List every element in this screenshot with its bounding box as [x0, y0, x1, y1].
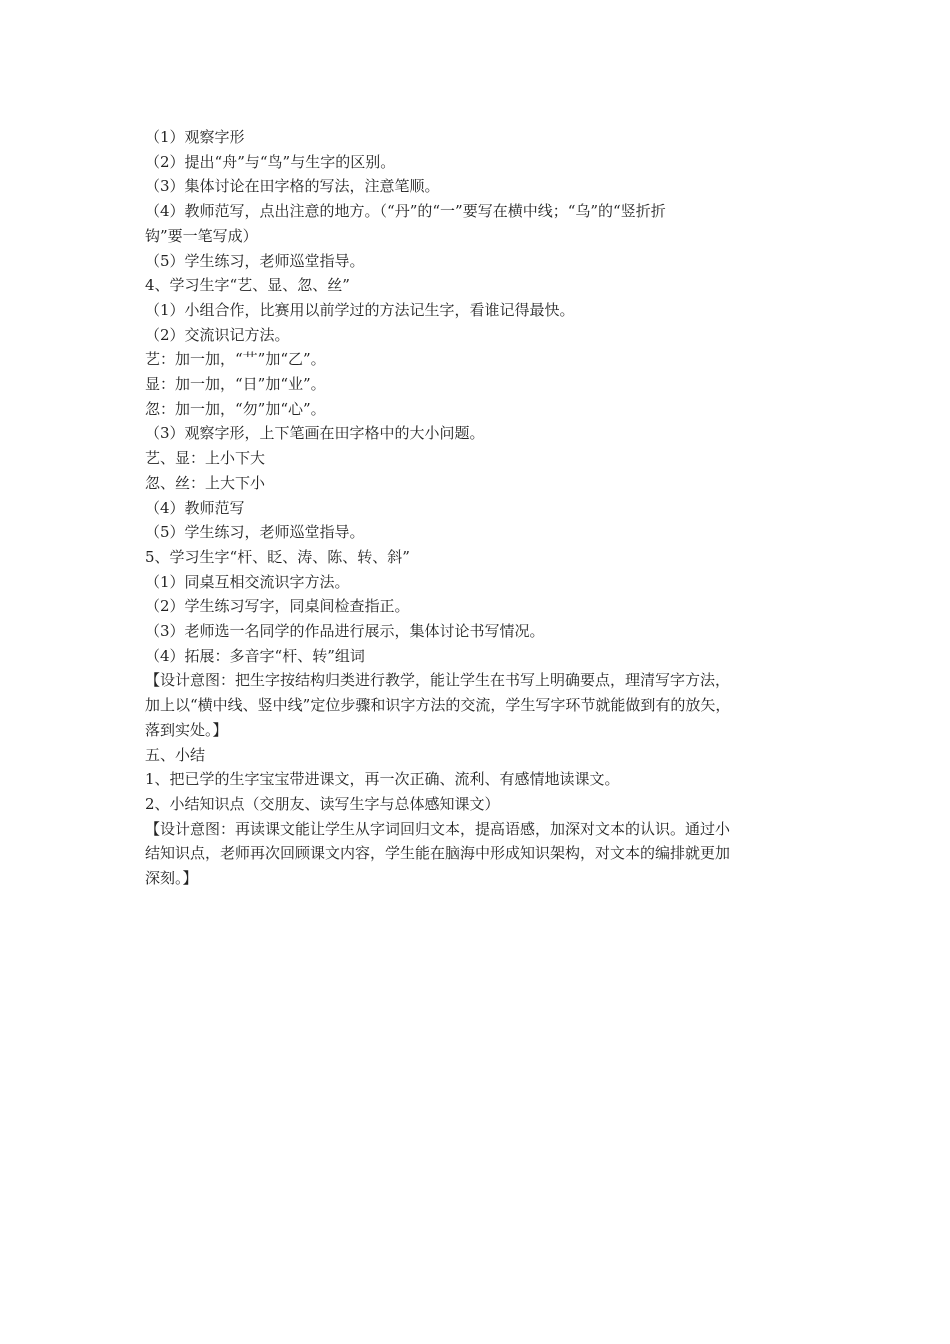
text-line: 艺、显：上小下大 [145, 449, 266, 468]
text-line: 显：加一加，“日”加“业”。 [145, 375, 326, 394]
text-line: （5）学生练习，老师巡堂指导。 [145, 523, 365, 542]
section-heading: 4、学习生字“艺、显、忽、丝” [145, 276, 350, 295]
text-line: 钩”要一笔写成） [145, 226, 258, 245]
design-intent-note: 落到实处。】 [145, 720, 228, 739]
text-line: （2）提出“舟”与“鸟”与生字的区别。 [145, 152, 396, 171]
text-line: （1）小组合作，比赛用以前学过的方法记生字，看谁记得最快。 [145, 300, 575, 319]
text-line: （5）学生练习，老师巡堂指导。 [145, 251, 365, 270]
text-line: （4）拓展：多音字“杆、转”组词 [145, 646, 365, 665]
design-intent-note: 【设计意图：把生字按结构归类进行教学，能让学生在书写上明确要点，理清写字方法， [145, 671, 731, 690]
text-line: （2）交流识记方法。 [145, 325, 290, 344]
text-line: （3）老师选一名同学的作品进行展示，集体讨论书写情况。 [145, 622, 545, 641]
section-heading: 5、学习生字“杆、眨、涛、陈、转、斜” [145, 547, 410, 566]
text-line: （3）观察字形，上下笔画在田字格中的大小问题。 [145, 424, 485, 443]
text-line: 艺：加一加，“艹”加“乙”。 [145, 350, 326, 369]
text-line: （1）观察字形 [145, 128, 245, 146]
text-line: 1、把已学的生字宝宝带进课文，再一次正确、流利、有感情地读课文。 [145, 770, 620, 789]
text-line: （4）教师范写，点出注意的地方。（“丹”的“一”要写在横中线；“乌”的“竖折折 [145, 202, 666, 221]
text-line: 2、小结知识点（交朋友、读写生字与总体感知课文） [145, 794, 500, 813]
text-line: （1）同桌互相交流识字方法。 [145, 572, 350, 591]
design-intent-note: 深刻。】 [145, 869, 198, 888]
text-line: （2）学生练习写字，同桌间检查指正。 [145, 597, 410, 616]
text-line: （4）教师范写 [145, 498, 245, 517]
design-intent-note: 结知识点，老师再次回顾课文内容，学生能在脑海中形成知识架构，对文本的编排就更加 [145, 844, 731, 863]
document-body [145, 125, 815, 891]
section-heading: 五、小结 [145, 745, 206, 764]
text-line: 忽、丝：上大下小 [145, 473, 266, 492]
design-intent-note: 加上以“横中线、竖中线”定位步骤和识字方法的交流，学生写字环节就能做到有的放矢， [145, 696, 731, 715]
text-line: 忽：加一加，“勿”加“心”。 [145, 399, 326, 418]
text-line: （3）集体讨论在田字格的写法，注意笔顺。 [145, 177, 440, 196]
design-intent-note: 【设计意图：再读课文能让学生从字词回归文本，提高语感，加深对文本的认识。通过小 [145, 819, 731, 838]
